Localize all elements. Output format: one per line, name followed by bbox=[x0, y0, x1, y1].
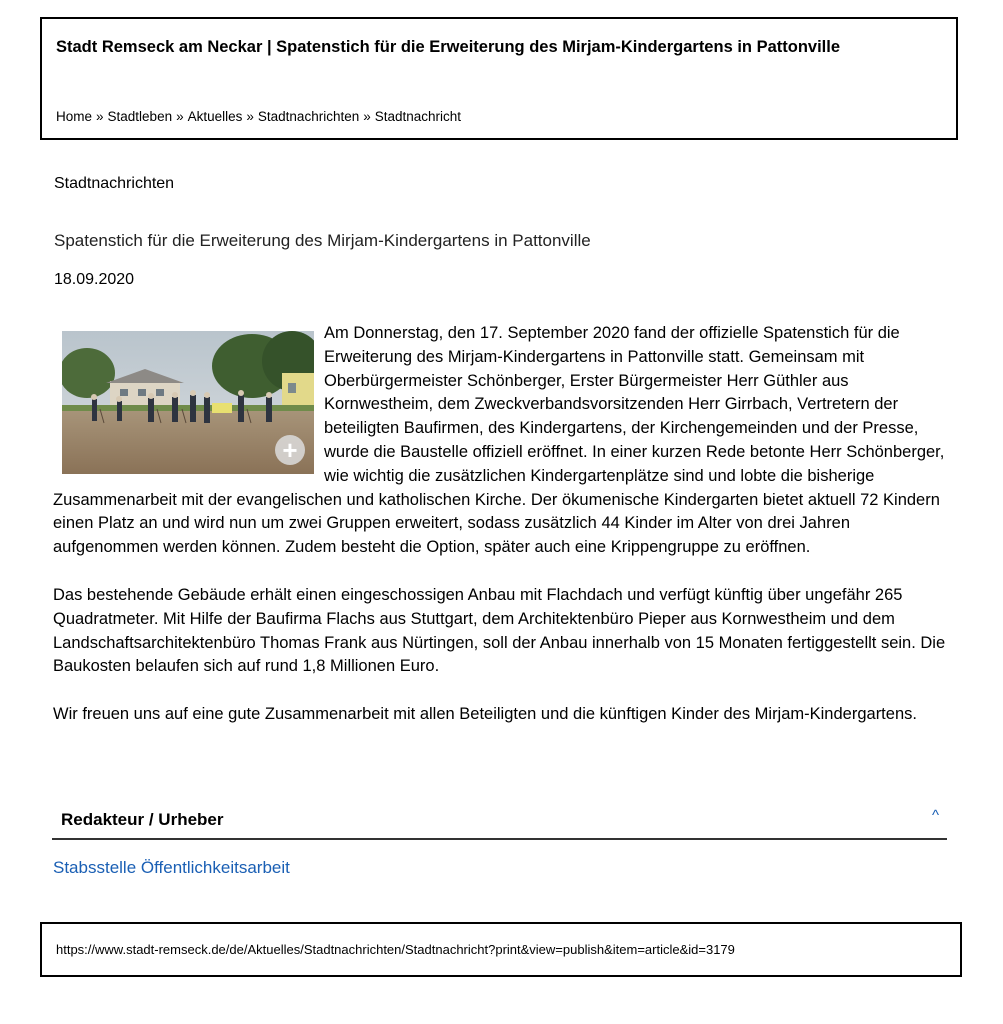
article-body bbox=[53, 322, 948, 751]
breadcrumb-item-stadtnachricht: Stadtnachricht bbox=[374, 109, 462, 124]
article-paragraph: Am Donnerstag, den 17. September 2020 fand der offizielle Spatenstich für die Erweiterung des Mirjam-Kindergartens in Pattonville statt. Gemeinsam mit Oberbürgermeister Schönberger, Erster Bürgermeister Herr Güthler aus Kornwestheim, dem Zweckverbandsvorsitzenden Herr Girrbach, Vertretern der beteiligten Baufirmen, des Kindergartens, der Kirchengemeinden und der Presse, wurde die Baustelle offiziell eröffnet. In einer kurzen Rede betonte Herr Schönberger, wie wichtig die zusätzlichen Kindergartenplätze sind und lobte die bisherige Zusammenarbeit mit der evangelischen und katholischen Kirche. Der ökumenische Kindergarten bietet aktuell 72 Kindern einen Platz an und wird nun um zwei Gruppen erweitert, sodass zusätzlich 44 Kinder im Alter von drei Jahren aufgenommen werden können. Zudem besteht die Option, später auch eine Krippengruppe zu eröffnen. bbox=[53, 324, 945, 557]
breadcrumb bbox=[56, 109, 461, 125]
breadcrumb-item-stadtleben[interactable]: Stadtleben bbox=[107, 109, 173, 124]
breadcrumb-item-aktuelles[interactable]: Aktuelles bbox=[187, 109, 243, 124]
article-paragraph: Das bestehende Gebäude erhält einen eingeschossigen Anbau mit Flachdach und verfügt künftig über ungefähr 265 Quadratmeter. Mit Hilfe der Baufirma Flachs aus Stuttgart, dem Architektenbüro Pieper aus Kornwestheim und dem Landschaftsarchitektenbüro Thomas Frank aus Nürtingen, soll der Anbau innerhalb von 15 Monaten fertiggestellt sein. Die Baukosten belaufen sich auf rund 1,8 Millionen Euro. bbox=[53, 585, 946, 676]
breadcrumb-separator: » bbox=[363, 109, 371, 124]
section-label: Stadtnachrichten bbox=[54, 175, 175, 192]
article-photo[interactable] bbox=[62, 331, 314, 474]
editor-heading: Redakteur / Urheber bbox=[61, 810, 224, 829]
editor-link[interactable]: Stabsstelle Öffentlichkeitsarbeit bbox=[53, 858, 290, 877]
breadcrumb-separator: » bbox=[246, 109, 254, 124]
editor-section-toggle[interactable] bbox=[52, 800, 947, 840]
print-footer bbox=[40, 922, 962, 977]
page-title: Stadt Remseck am Neckar | Spatenstich für die Erweiterung des Mirjam-Kindergartens in Pattonville bbox=[56, 38, 841, 56]
breadcrumb-item-home[interactable]: Home bbox=[56, 109, 93, 124]
breadcrumb-separator: » bbox=[96, 109, 104, 124]
print-header bbox=[40, 17, 958, 140]
page-url: https://www.stadt-remseck.de/de/Aktuelles/Stadtnachrichten/Stadtnachricht?print&view=publish&item=article&id=3179 bbox=[56, 942, 735, 957]
plus-icon[interactable]: + bbox=[275, 435, 305, 465]
article-title: Spatenstich für die Erweiterung des Mirjam-Kindergartens in Pattonville bbox=[54, 231, 591, 250]
chevron-up-icon[interactable]: ^ bbox=[931, 807, 939, 824]
breadcrumb-item-stadtnachrichten[interactable]: Stadtnachrichten bbox=[257, 109, 360, 124]
article-paragraph: Wir freuen uns auf eine gute Zusammenarbeit mit allen Beteiligten und die künftigen Kinder des Mirjam-Kindergartens. bbox=[53, 705, 917, 724]
breadcrumb-separator: » bbox=[176, 109, 184, 124]
article-date: 18.09.2020 bbox=[54, 271, 135, 288]
